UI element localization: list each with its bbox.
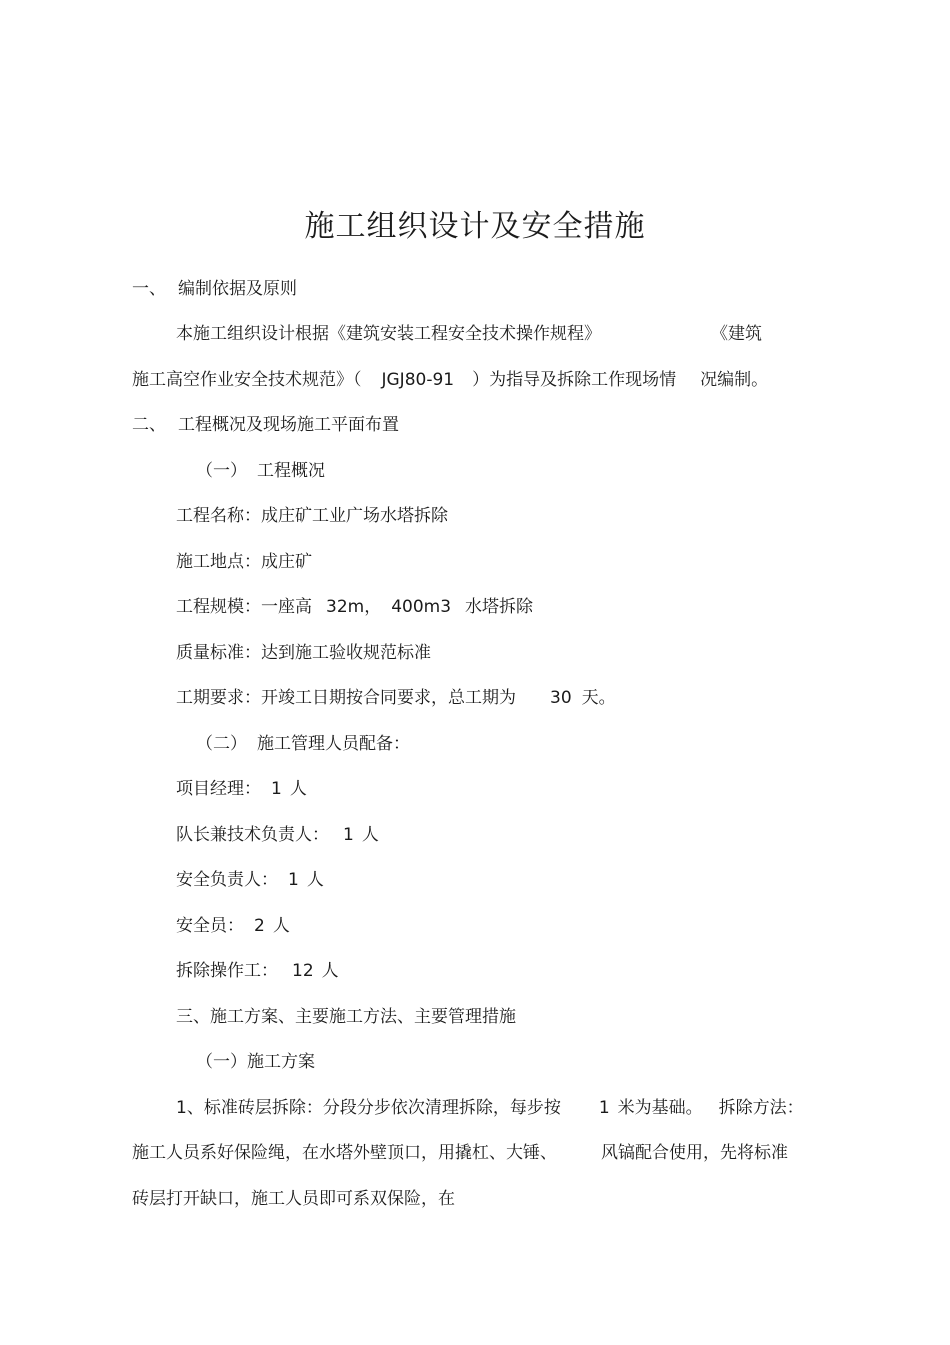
staff-role: 安全负责人： (176, 870, 278, 890)
staff-unit: 人 (289, 779, 307, 799)
section-1-paragraph-line-2 (132, 367, 768, 393)
staff-role: 拆除操作工： (176, 961, 278, 981)
project-name-line: 工程名称：成庄矿工业广场水塔拆除 (176, 506, 448, 526)
paragraph-text: 米为基础。 (617, 1098, 703, 1118)
paragraph-text: 水塔拆除 (465, 597, 534, 617)
duration-value: 30 (550, 688, 572, 708)
staff-count: 2 (254, 916, 265, 936)
paragraph-text: 《建筑 (711, 324, 762, 344)
staff-count: 1 (288, 870, 299, 890)
subsection-title: 工程概况 (257, 461, 325, 481)
section-2-number: 二、 (132, 415, 166, 435)
volume-value: 400m3 (391, 597, 452, 617)
staff-row (176, 958, 339, 984)
staff-count: 1 (343, 825, 354, 845)
section-3-paragraph-line-2 (132, 1140, 788, 1166)
section-3-heading: 三、施工方案、主要施工方法、主要管理措施 (176, 1007, 516, 1027)
paragraph-text: 1、标准砖层拆除：分段分步依次清理拆除，每步按 (176, 1098, 561, 1118)
staff-row (176, 822, 379, 848)
subsection-number: （一） (196, 461, 247, 481)
section-3-paragraph-line-1 (176, 1095, 804, 1121)
paragraph-text: ）为指导及拆除工作现场情 (472, 370, 677, 390)
paragraph-text: 天。 (581, 688, 616, 708)
paragraph-text: 风镐配合使用，先将标准 (601, 1143, 788, 1163)
staff-unit: 人 (321, 961, 339, 981)
subsection-3-1-heading: （一）施工方案 (196, 1052, 315, 1072)
staff-unit: 人 (306, 870, 324, 890)
section-2-heading (132, 412, 399, 438)
height-value: 32m， (326, 597, 382, 617)
staff-count: 1 (271, 779, 282, 799)
staff-role: 项目经理： (176, 779, 261, 799)
staff-role: 安全员： (176, 916, 244, 936)
paragraph-text: 工程规模：一座高 (176, 597, 312, 617)
schedule-line (176, 685, 616, 711)
document-title: 施工组织设计及安全措施 (304, 209, 646, 244)
subsection-title: 施工管理人员配备： (257, 734, 410, 754)
subsection-2-2-heading (196, 731, 410, 757)
staff-role: 队长兼技术负责人： (176, 825, 329, 845)
standard-code: JGJ80-91 (381, 370, 455, 390)
quality-standard-line: 质量标准：达到施工验收规范标准 (176, 643, 431, 663)
section-1-paragraph-line-1 (176, 321, 762, 347)
project-scale-line (176, 594, 533, 620)
paragraph-text: 施工人员系好保险绳，在水塔外壁顶口，用撬杠、大锤、 (132, 1143, 557, 1163)
staff-row (176, 913, 290, 939)
staff-count: 12 (292, 961, 314, 981)
section-1-number: 一、 (132, 279, 166, 299)
staff-row (176, 867, 324, 893)
staff-row (176, 776, 307, 802)
paragraph-text: 拆除方法： (718, 1098, 804, 1118)
section-3-paragraph-line-3: 砖层打开缺口，施工人员即可系双保险，在 (132, 1189, 455, 1209)
section-1-title: 编制依据及原则 (178, 279, 297, 299)
subsection-number: （二） (196, 734, 247, 754)
subsection-2-1-heading (196, 458, 325, 484)
project-location-line: 施工地点：成庄矿 (176, 552, 312, 572)
paragraph-text: 本施工组织设计根据《建筑安装工程安全技术操作规程》 (176, 324, 601, 344)
section-1-heading (132, 276, 297, 302)
section-2-title: 工程概况及现场施工平面布置 (178, 415, 399, 435)
paragraph-text: 况编制。 (700, 370, 769, 390)
staff-unit: 人 (272, 916, 290, 936)
paragraph-text: 施工高空作业安全技术规范》（ (132, 370, 362, 390)
paragraph-text: 工期要求：开竣工日期按合同要求，总工期为 (176, 688, 516, 708)
step-value: 1 (598, 1098, 610, 1118)
staff-unit: 人 (361, 825, 379, 845)
